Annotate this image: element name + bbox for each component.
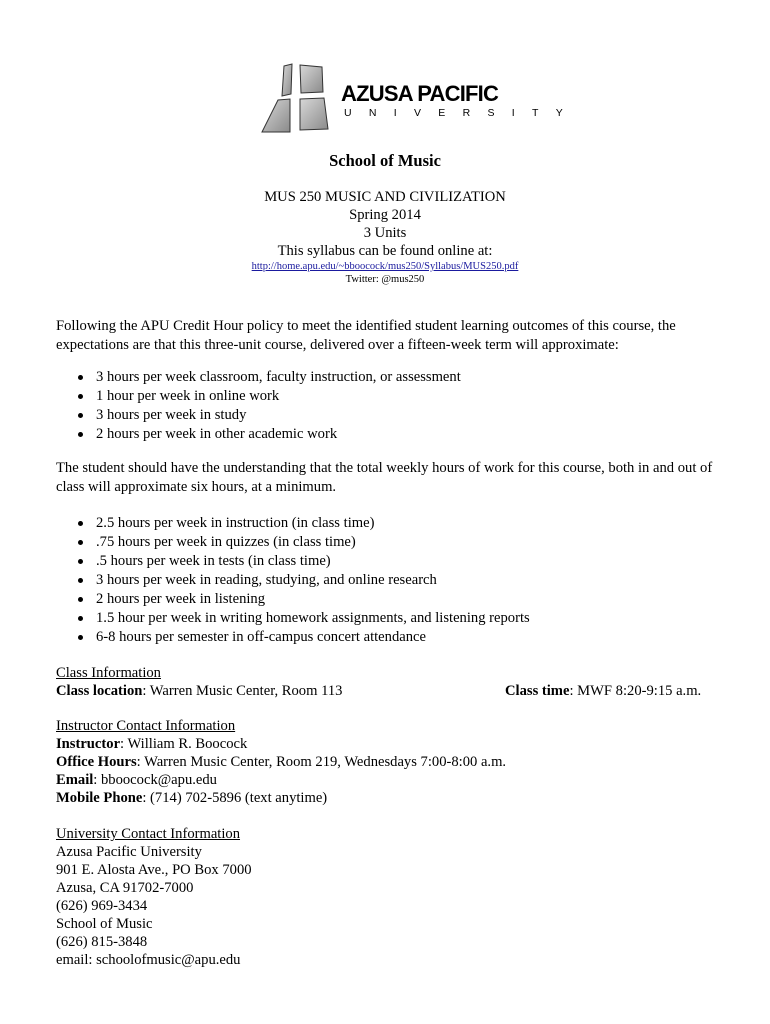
workload-intro: The student should have the understanding that the total weekly hours of work for this course, both in and out of class will approximate six hours, at a minimum. [56, 460, 713, 495]
list-item: 1 hour per week in online work [56, 387, 716, 406]
bullet-icon [78, 394, 83, 399]
logo-mark-icon [260, 62, 338, 134]
office-hours: Office Hours: Warren Music Center, Room 219, Wednesdays 7:00-8:00 a.m. [56, 754, 507, 770]
bullet-icon [78, 521, 83, 526]
bullet-icon [78, 432, 83, 437]
twitter-handle: Twitter: @mus250 [345, 274, 425, 285]
syllabus-url-row [0, 260, 770, 273]
credit-policy-list [56, 368, 716, 444]
course-units: 3 Units [363, 225, 407, 241]
instructor-name: Instructor: William R. Boocock [56, 736, 248, 752]
school-title: School of Music [329, 151, 441, 170]
list-item: 2.5 hours per week in instruction (in class time) [56, 514, 716, 533]
university-section [56, 825, 716, 969]
bullet-icon [78, 540, 83, 545]
class-time: Class time: MWF 8:20-9:15 a.m. [505, 683, 702, 699]
logo-subtitle: UNIVERSITY [344, 107, 581, 119]
list-item: 2 hours per week in listening [56, 590, 716, 609]
university-line: 901 E. Alosta Ave., PO Box 7000 [56, 862, 252, 878]
university-line: email: schoolofmusic@apu.edu [56, 952, 241, 968]
instructor-phone: Mobile Phone: (714) 702-5896 (text anytime) [56, 790, 328, 806]
course-name: MUS 250 MUSIC AND CIVILIZATION [264, 189, 506, 205]
list-item: 1.5 hour per week in writing homework assignments, and listening reports [56, 609, 716, 628]
instructor-email: Email: bboocock@apu.edu [56, 772, 217, 788]
bullet-icon [78, 635, 83, 640]
list-item: 3 hours per week in study [56, 406, 716, 425]
list-item: .75 hours per week in quizzes (in class time) [56, 533, 716, 552]
list-item: .5 hours per week in tests (in class time) [56, 552, 716, 571]
class-info-heading: Class Information [56, 665, 161, 681]
bullet-icon [78, 597, 83, 602]
university-line: Azusa, CA 91702-7000 [56, 880, 194, 896]
workload-list [56, 514, 716, 647]
instructor-heading: Instructor Contact Information [56, 718, 236, 734]
list-item: 6-8 hours per semester in off-campus concert attendance [56, 628, 716, 647]
syllabus-url-link[interactable]: http://home.apu.edu/~bboocock/mus250/Syllabus/MUS250.pdf [251, 261, 519, 272]
course-term: Spring 2014 [349, 207, 421, 223]
bullet-icon [78, 578, 83, 583]
list-item: 3 hours per week classroom, faculty instruction, or assessment [56, 368, 716, 387]
university-logo [260, 62, 581, 134]
university-heading: University Contact Information [56, 826, 241, 842]
logo-wordmark: AZUSA PACIFIC [341, 81, 499, 106]
university-line: School of Music [56, 916, 153, 932]
list-item: 3 hours per week in reading, studying, and online research [56, 571, 716, 590]
university-line: (626) 969-3434 [56, 898, 148, 914]
bullet-icon [78, 375, 83, 380]
credit-policy-intro: Following the APU Credit Hour policy to meet the identified student learning outcomes of this course, the expectations are that this three-unit course, delivered over a fifteen-week term will approximate: [56, 318, 676, 353]
bullet-icon [78, 616, 83, 621]
bullet-icon [78, 413, 83, 418]
bullet-icon [78, 559, 83, 564]
list-item: 2 hours per week in other academic work [56, 425, 716, 444]
online-note: This syllabus can be found online at: [277, 243, 493, 259]
class-location: Class location: Warren Music Center, Room 113 [56, 683, 343, 699]
university-line: Azusa Pacific University [56, 844, 202, 860]
instructor-section [56, 717, 716, 807]
university-line: (626) 815-3848 [56, 934, 148, 950]
course-header [0, 188, 770, 260]
